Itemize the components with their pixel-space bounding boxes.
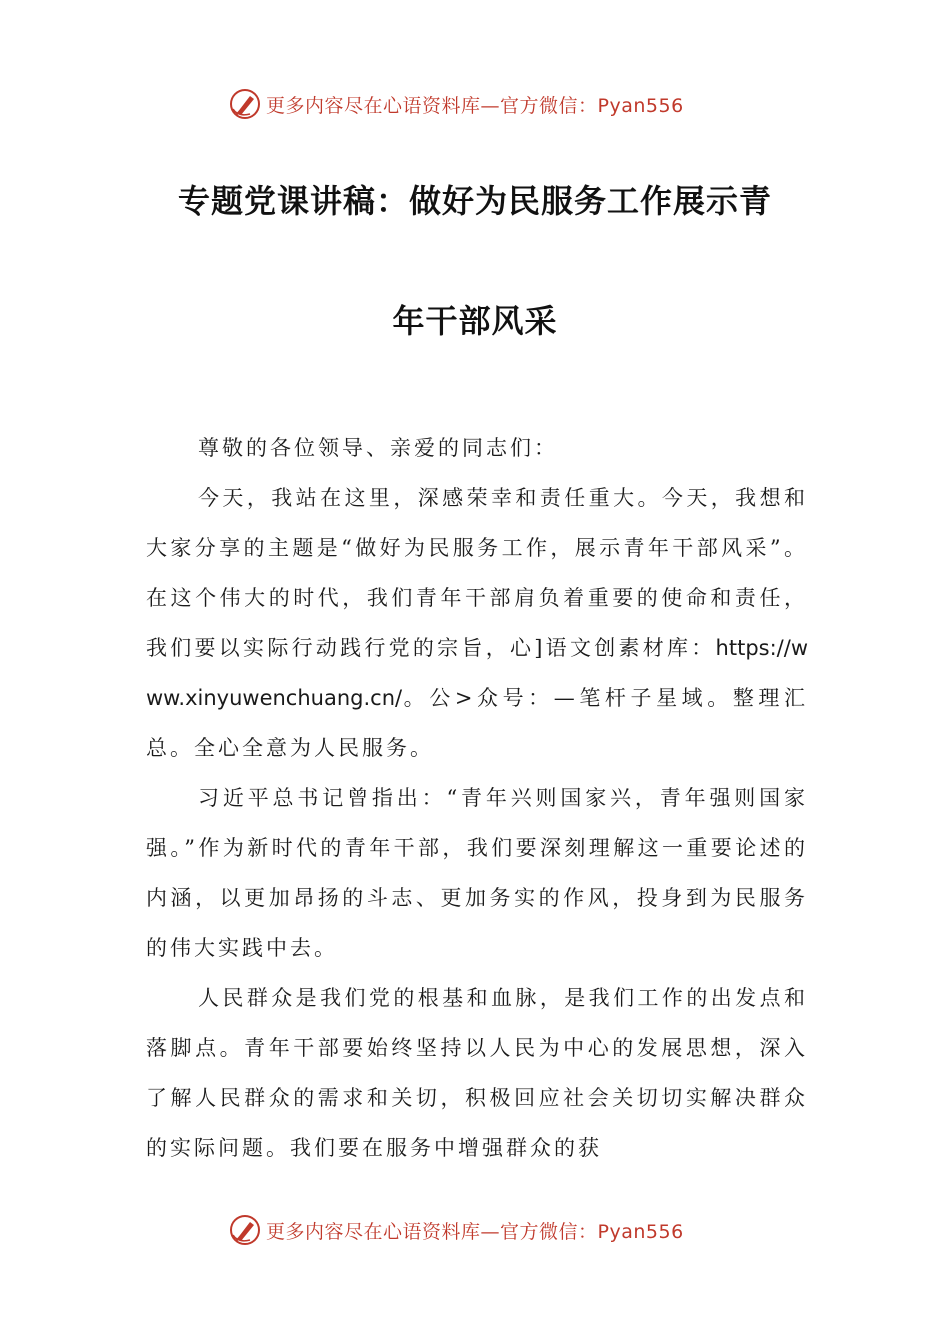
paragraph-intro-text-a: 今天，我站在这里，深感荣幸和责任重大。今天，我想和大家分享的主题是“做好为民服务工作，展示青年干部风采”。在这个伟大的时代，我们青年干部肩负着重要的使命和责任，我们要以实际行动践行党的宗旨，心]语文创素材库：	[146, 486, 808, 660]
banner-text	[266, 1217, 684, 1244]
paragraph-quote: 习近平总书记曾指出：“青年兴则国家兴，青年强则国家强。”作为新时代的青年干部，我们要深刻理解这一重要论述的内涵，以更加昂扬的斗志、更加务实的作风，投身到为民服务的伟大实践中去。	[146, 786, 808, 960]
document-title-line-2: 年干部风采	[392, 302, 558, 340]
wechat-id: Pyan556	[597, 1220, 684, 1243]
wechat-id: Pyan556	[597, 94, 684, 117]
wechat-label: 官方微信：	[500, 94, 598, 117]
banner-separator: —	[480, 94, 501, 117]
header-watermark-banner	[228, 86, 748, 122]
paragraph-salutation: 尊敬的各位领导、亲爱的同志们：	[198, 436, 558, 460]
website-url: https://www.xinyuwenchuang.cn/	[146, 636, 808, 710]
banner-text	[266, 91, 684, 118]
banner-separator: —	[480, 1220, 501, 1243]
footer-watermark-banner	[228, 1212, 748, 1248]
document-body	[146, 423, 808, 1173]
site-name: 更多内容尽在心语资料库	[266, 94, 481, 117]
quill-pen-logo-icon	[228, 1213, 262, 1247]
site-name: 更多内容尽在心语资料库	[266, 1220, 481, 1243]
wechat-label: 官方微信：	[500, 1220, 598, 1243]
quill-pen-logo-icon	[228, 87, 262, 121]
paragraph-intro	[146, 473, 808, 773]
paragraph-people: 人民群众是我们党的根基和血脉，是我们工作的出发点和落脚点。青年干部要始终坚持以人民为中心的发展思想，深入了解人民群众的需求和关切，积极回应社会关切切实解决群众的实际问题。我们要在服务中增强群众的获	[146, 986, 808, 1160]
document-title-line-1: 专题党课讲稿：做好为民服务工作展示青	[177, 182, 772, 220]
paragraph-intro-text-b: 。公>众号：—笔杆子星域。整理汇总。全心全意为人民服务。	[146, 686, 808, 760]
